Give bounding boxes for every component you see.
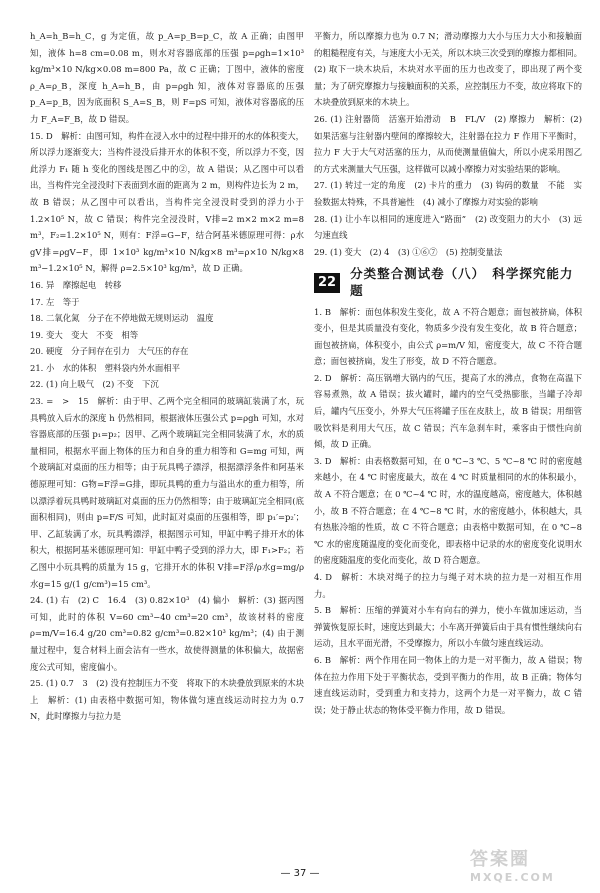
right-column [314,28,591,718]
answer-entry: 23. = > 15 解析：由于甲、乙两个完全相同的玻璃缸装满了水，玩具鸭放入后水的深度 h 仍然相同，根据液体压强公式 p=ρgh 可知，水对容器底部的压强 p₁=p₂；因甲、乙两个玻璃缸完全相同装满了水，水的质量相同，根据水平面上物体的压力和自身的重力相等和 G=mg 可知，两个玻璃缸对桌面的压力相等；由于玩具鸭子漂浮，根据漂浮条件和阿基米德原理可知：G物=F浮=G排，即玩具鸭的重力与溢出水的重力相等，所以漂浮着玩具鸭时玻璃缸对桌面的压力仍然相等；由于玻璃缸完全相同(底面积相同)，则由 p=F/S 可知，此时缸对桌面的压强相等，即 p₁′=p₂′；甲、乙缸装满了水，玩具鸭漂浮，根据图示可知，甲缸中鸭子排开水的体积大，根据阿基米德原理可知：甲缸中鸭子受到的浮力大，即 F₁>F₂；若乙图中小玩具鸭的质量为 15 g，它排开水的体积 V排=F浮/ρ水g=mg/ρ水g=15 g/(1 g/cm³)=15 cm³。 [30,396,304,589]
section-number-badge: 22 [314,273,340,293]
answer-entry: 25. (1) 0.7 3 (2) 没有控制压力不变 将取下的木块叠放到原来的木块上 解析：(1) 由表格中数据可知，物体做匀速直线运动时拉力为 0.7 N，此时摩擦力与拉力是 [30,678,304,722]
answer-entry: 2. D 解析：高压锅增大锅内的气压，提高了水的沸点，食物在高温下容易煮熟，故 A 错误；拔火罐时，罐内的空气受热膨胀，当罐子冷却后，罐内气压变小，外界大气压将罐子压在皮肤上，故 B 错误；用细管吸饮料是利用大气压，故 C 错误；汽车急刹车时，乘客由于惯性向前倾，故 D 正确。 [314,372,582,450]
page-number: — 37 — [280,868,320,879]
watermark-logo [470,845,588,885]
answer-entry: 1. B 解析：面包体积发生变化，故 A 不符合题意；面包被挤扁，体积变小，但是其质量没有变化，物质多少没有发生变化，故 B 符合题意；面包被挤扁，体积变小，由公式 ρ=m/V 知，密度变大，故 C 不符合题意；面包被挤扁，发生了形变，故 D 不符合题意。 [314,306,582,367]
answer-entry: 3. D 解析：由表格数据可知，在 0 ℃~3 ℃、5 ℃~8 ℃ 时的密度越来越小，在 4 ℃ 时密度最大，故在 4 ℃ 时质量相同的水的体积最小，故 A 不符合题意；在 0 ℃~4 ℃ 时，水的温度越高，密度越大，体积越小，故 B 不符合题意；在 4 ℃~8 ℃ 时，水的密度越小，体积越大，具有热胀冷缩的性质，故 C 不符合题意；由表格中数据可知，在 0 ℃~8 ℃ 水的密度随温度的变化而变化，即表格中记录的水的密度变化说明水的密度随温度的变化而变化，故 D 符合题意。 [314,455,582,566]
answer-entry: 平衡力，所以摩擦力也为 0.7 N；滑动摩擦力大小与压力大小和接触面的粗糙程度有关，与速度大小无关，所以木块三次受到的摩擦力都相同。(2) 取下一块木块后，木块对水平面的压力也改变了，即出现了两个变量；为了研究摩擦力与接触面积的关系，应控制压力不变，故应将取下的木块叠放到原来的木块上。 [314,31,582,108]
watermark-text: 答案圈 [470,849,530,870]
answer-entry: 22. (1) 向上吸气 (2) 不变 下沉 [30,379,159,390]
left-column [30,28,304,725]
section-title: 分类整合测试卷（八） 科学探究能力题 [350,266,574,298]
answer-entry: 26. (1) 注射器筒 活塞开始滑动 B FL/V (2) 摩擦力 解析：(2) 如果活塞与注射器内壁间的摩擦较大，注射器在拉力 F 作用下平衡时，拉力 F 大于大气对活塞的压力，从而使测量值偏大，所以小虎采用图乙的方式来测量大气压强，这样做可以减小摩擦力对实验结果的影响。 [314,113,582,174]
answer-entry: 5. B 解析：压缩的弹簧对小车有向右的弹力，使小车做加速运动，当弹簧恢复原长时，速度达到最大；小车离开弹簧后由于具有惯性继续向右运动，且水平面光滑，不受摩擦力，所以小车做匀速直线运动。 [314,605,582,649]
answer-entry: 17. 左 等于 [30,296,80,307]
answer-entry: 4. D 解析：木块对绳子的拉力与绳子对木块的拉力是一对相互作用力。 [314,572,582,599]
answer-entry: 20. 硬度 分子间存在引力 大气压的存在 [30,346,189,357]
answer-entry: 21. 小 水的体积 塑料袋内外水面相平 [30,362,180,373]
answer-entry: 28. (1) 让小车以相同的速度进入“路面” (2) 改变阻力的大小 (3) 远 匀速直线 [314,213,591,241]
answer-entry: 15. D 解析：由图可知，构件在浸入水中的过程中排开的水的体积变大，所以浮力逐渐变大；当构件浸没后排开水的体积不变，所以浮力不变，因此浮力 F₁ 随 h 变化的图线是图乙中的②，故 A 错误；从乙图中可以看出，当构件完全浸没时下表面到水面的距离为 2 m，则构件边长为 2 m，故 B 错误；从乙图中可以看出，当构件完全浸没时受到的浮力小于 1.2×10⁵ N，故 C 错误；构件完全浸没时，V排=2 m×2 m×2 m=8 m³，F₂=1.2×10⁵ N，则有：F浮=G−F，结合阿基米德原理可得：ρ水gV排=ρgV−F，即 1×10³ kg/m³×10 N/kg×8 m³=ρ×10 N/kg×8 m³−1.2×10⁵ N，解得 ρ=2.5×10³ kg/m³，故 D 正确。 [30,130,304,274]
answer-entry: h_A=h_B=h_C，g 为定值，故 p_A=p_B=p_C，故 A 正确；由图甲知，液体 h=8 cm=0.08 m，则水对容器底部的压强 p=ρgh=1×10³ kg/m³×10 N/kg×0.08 m=800 Pa，故 C 正确；丁图中，液体的密度 ρ_A=ρ_B，深度 h_A=h_B，由 p=ρgh 知，液体对容器底的压强 p_A=p_B，因为底面积 S_A=S_B，则 F=pS 可知，液体对容器底的压力 F_A=F_B，故 D 错误。 [30,31,304,124]
answer-entry: 19. 变大 变大 不变 相等 [30,329,139,340]
section-heading [314,266,582,299]
answer-entry: 16. 异 摩擦起电 转移 [30,279,122,290]
answer-entry: 24. (1) 右 (2) C 16.4 (3) 0.82×10³ (4) 偏小 解析：(3) 据丙图可知，此时的体积 V=60 cm³−40 cm³=20 cm³，故该材料的密度 ρ=m/V=16.4 g/20 cm³=0.82 g/cm³=0.82×10³ kg/m³；(4) 由于测量过程中，复合材料上面会沾有一些水，故使得测量的体积偏大，故据密度公式可知，密度偏小。 [30,595,304,672]
watermark-url: MXQE.COM [470,871,555,884]
answer-entry: 27. (1) 转过一定的角度 (2) 卡片的重力 (3) 钩码的数量 不能 实验数据太特殊，不具普遍性 (4) 减小了摩擦力对实验的影响 [314,180,582,207]
answer-entry: 6. B 解析：两个作用在同一物体上的力是一对平衡力，故 A 错误；物体在拉力作用下处于平衡状态，受到平衡力的作用，故 B 正确；物体匀速直线运动时，受到重力和支持力，这两个力是一对平衡力，故 C 错误；处于静止状态的物体受平衡力作用，故 D 错误。 [314,654,582,715]
answer-entry: 29. (1) 变大 (2) 4 (3) ①⑥⑦ (5) 控制变量法 [314,246,503,257]
answer-entry: 18. 二氧化氮 分子在不停地做无规则运动 温度 [30,313,214,324]
